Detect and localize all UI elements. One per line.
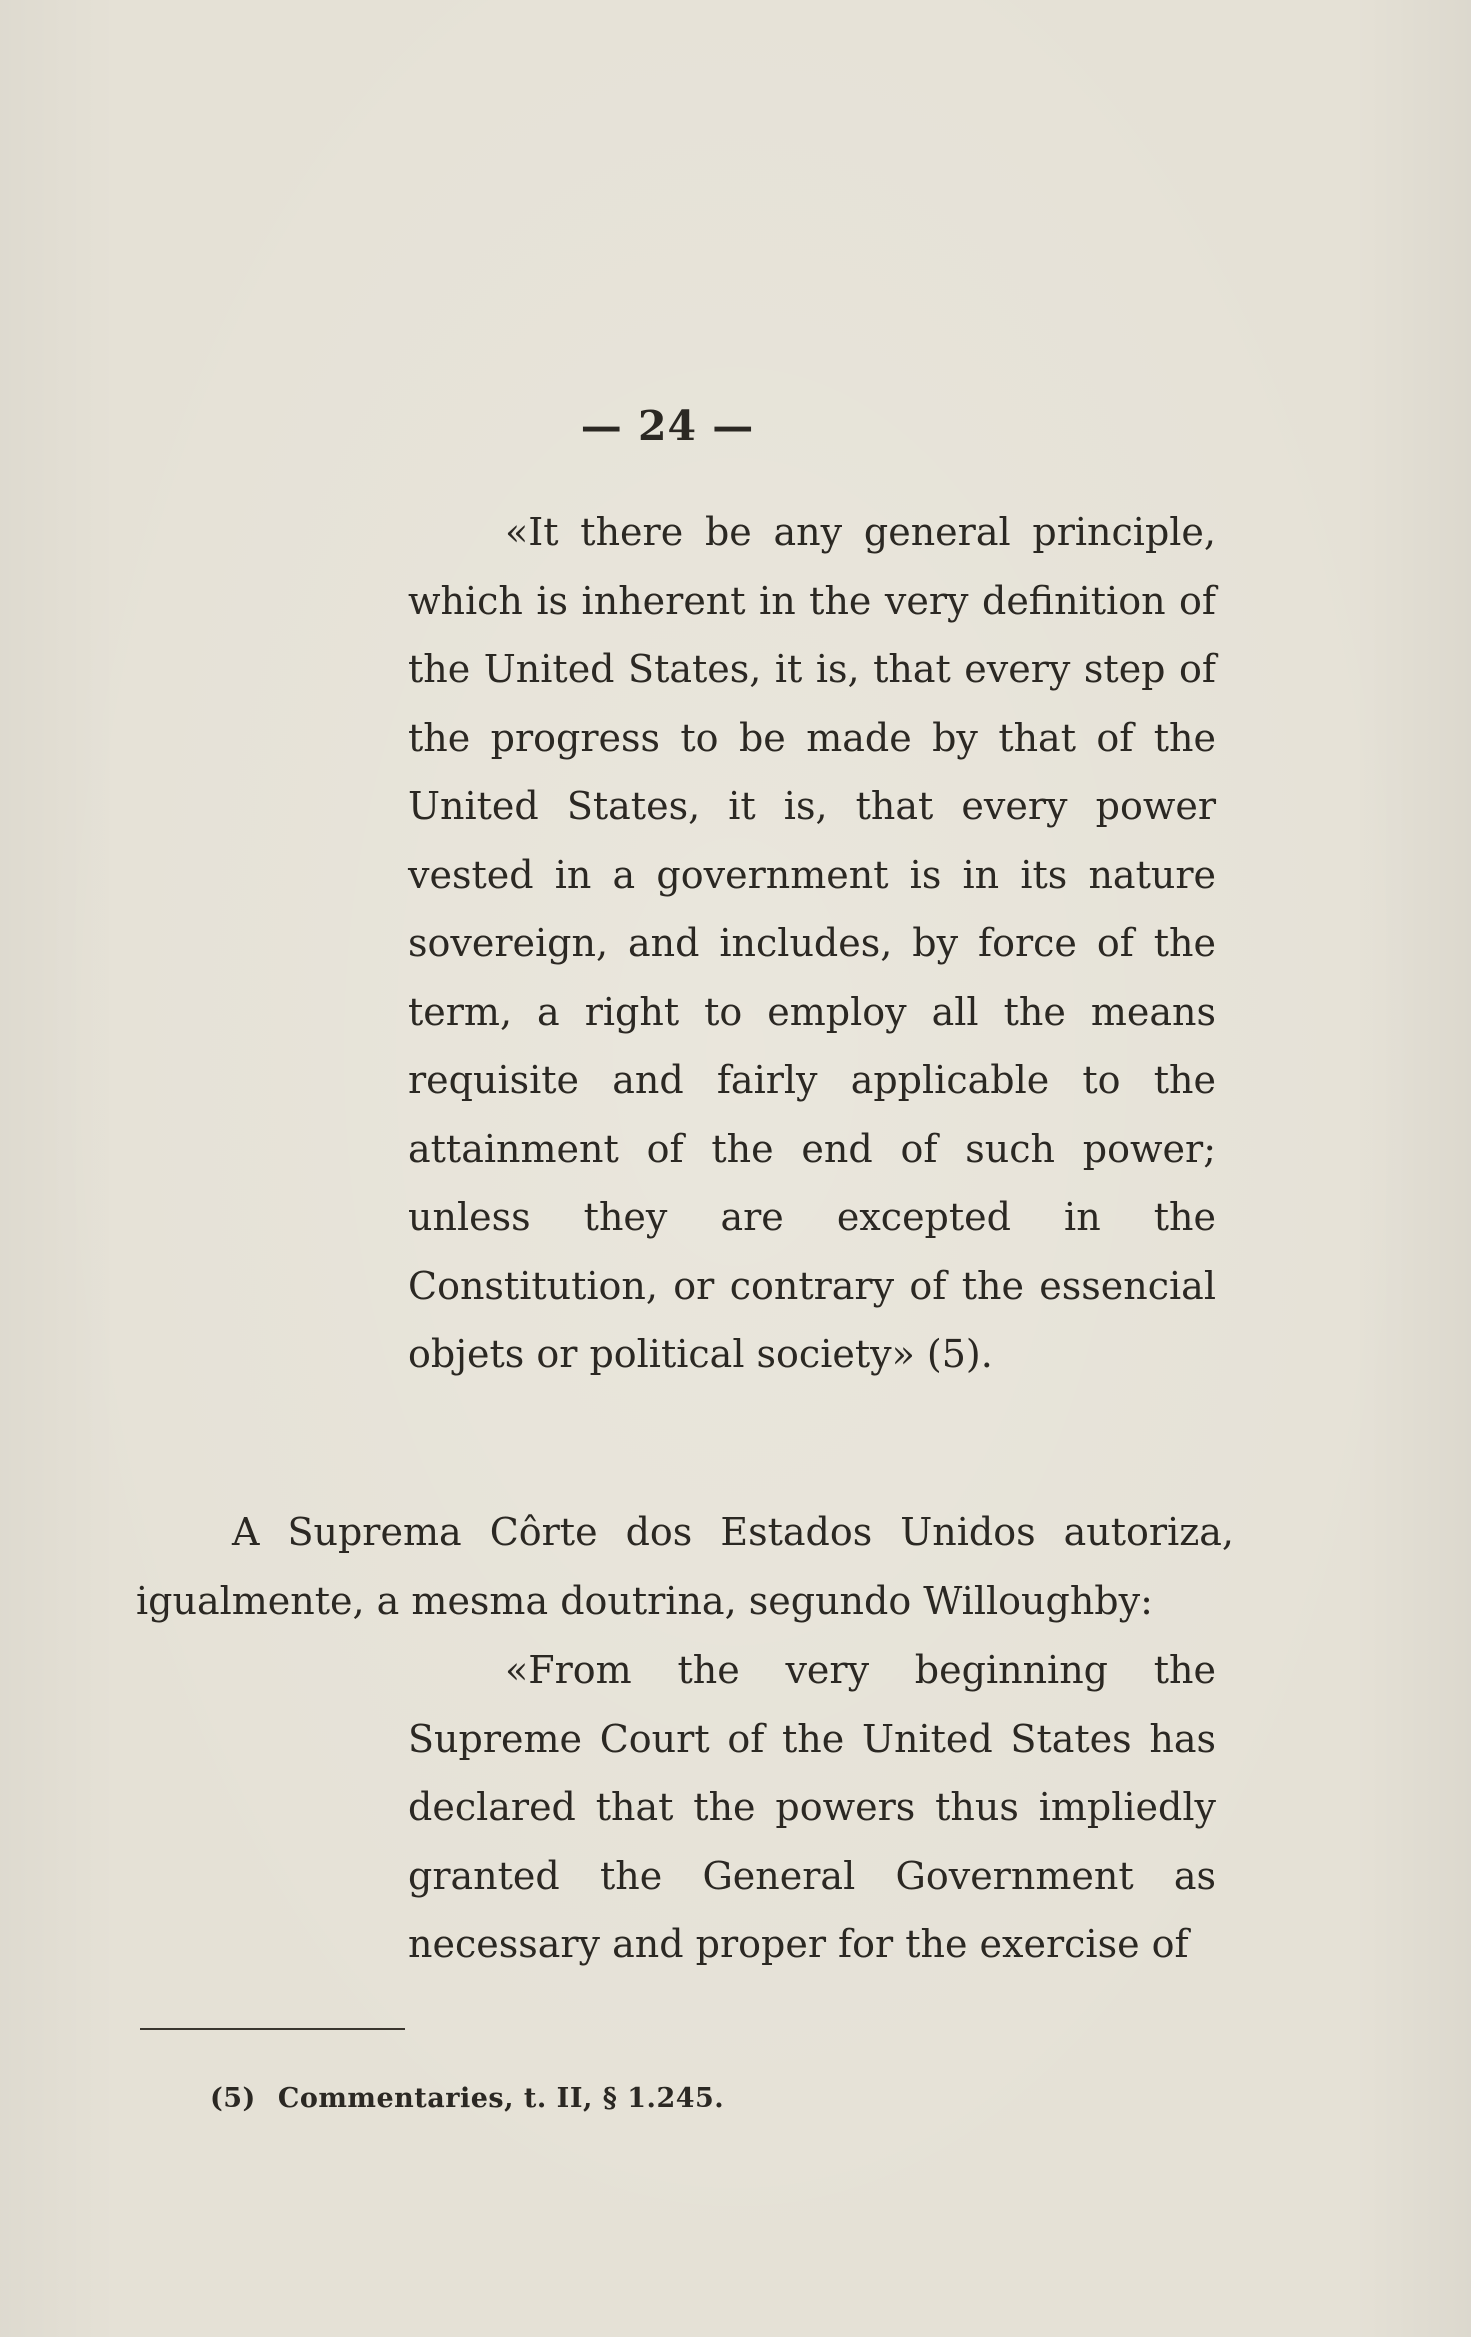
page-number: — 24 —	[580, 402, 755, 450]
body-paragraph	[136, 1498, 1234, 1636]
body-paragraph-text: A Suprema Côrte dos Estados Unidos autoriza, igualmente, a mesma doutrina, segundo Willoughby:	[136, 1510, 1234, 1623]
footnote-divider	[140, 2028, 405, 2030]
footnote-text: Commentaries, t. II, § 1.245.	[277, 2083, 725, 2114]
block-quote-story-text: «It there be any general principle, which is inherent in the very definition of the United States, it is, that every step of the progress to be made by that of the United States, it is, that every power vested in a government is in its nature sovereign, and includes, by force of the term, a right to employ all the means requisite and fairly applicable to the attainment of the end of such power; unless they are excepted in the Constitution, or contrary of the essencial objets or political society» (5).	[408, 510, 1216, 1376]
block-quote-story	[408, 498, 1216, 1389]
block-quote-willoughby	[408, 1636, 1216, 1979]
block-quote-willoughby-text: «From the very beginning the Supreme Court of the United States has declared that the powers thus impliedly granted the General Government as necessary and proper for the exercise of	[408, 1648, 1216, 1966]
footnote	[210, 2083, 724, 2114]
footnote-marker: (5)	[210, 2083, 256, 2114]
